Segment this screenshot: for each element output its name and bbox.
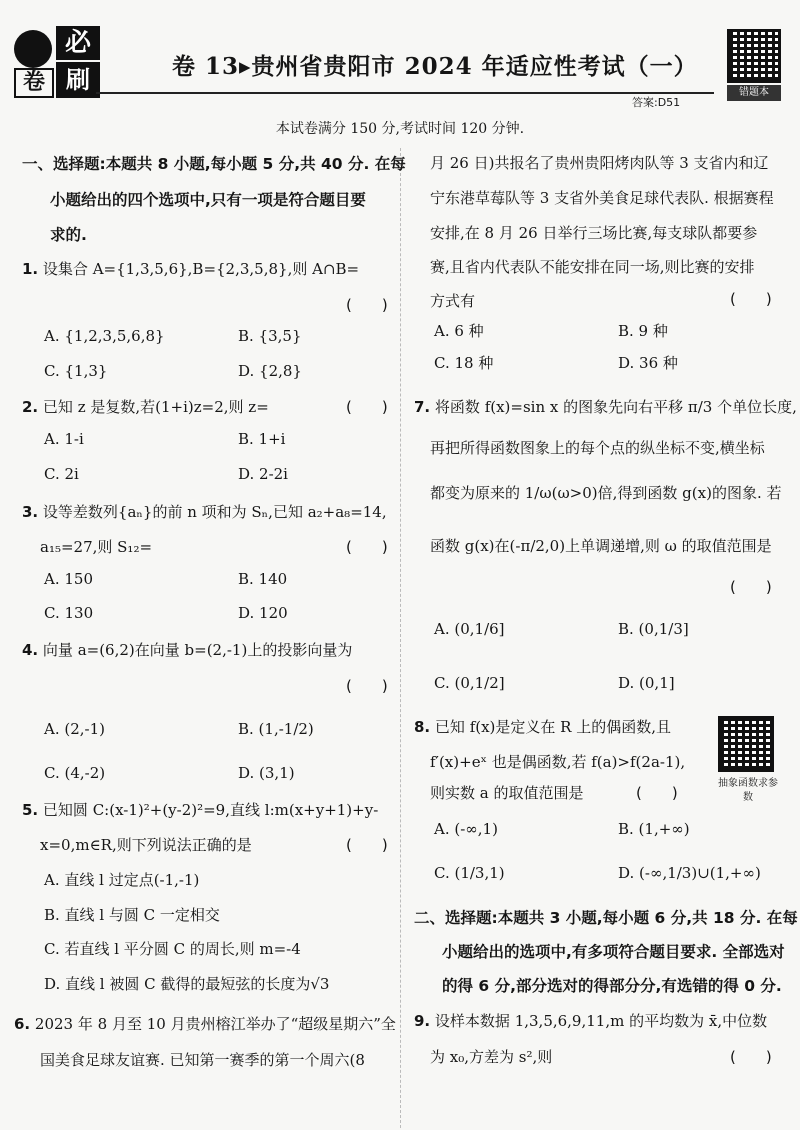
answer-blank[interactable]: ( ) (730, 578, 772, 596)
question-stem: 设等差数列{aₙ}的前 n 项和为 Sₙ,已知 a₂+a₈=14, (42, 503, 387, 521)
section2-line: 小题给出的选项中,有多项符合题目要求. 全部选对 (442, 943, 785, 961)
option-a[interactable]: A. (2,-1) (44, 720, 105, 738)
question-stem-cont: 则实数 a 的取值范围是 (430, 784, 584, 802)
question-2 (22, 396, 269, 417)
question-9 (414, 1010, 767, 1031)
question-number: 6. (14, 1015, 31, 1033)
question-number: 2. (22, 398, 39, 416)
question-stem-cont: 都变为原来的 1/ω(ω>0)倍,得到函数 g(x)的图象. 若 (430, 484, 782, 502)
option-a[interactable]: A. 直线 l 过定点(-1,-1) (44, 871, 200, 889)
question-number: 9. (414, 1012, 431, 1030)
question-stem-cont: 函数 g(x)在(-π/2,0)上单调递增,则 ω 的取值范围是 (430, 537, 772, 555)
question-7 (414, 396, 797, 417)
option-d[interactable]: D. (-∞,1/3)∪(1,+∞) (618, 864, 761, 882)
option-b[interactable]: B. 1+i (238, 430, 286, 448)
option-c[interactable]: C. (1/3,1) (434, 864, 505, 882)
question-stem: 向量 a=(6,2)在向量 b=(2,-1)上的投影向量为 (42, 641, 353, 659)
question-stem: 已知圆 C:(x-1)²+(y-2)²=9,直线 l:m(x+y+1)+y- (42, 801, 379, 819)
option-d[interactable]: D. 2-2i (238, 465, 288, 483)
question-stem: 设样本数据 1,3,5,6,9,11,m 的平均数为 x̄,中位数 (434, 1012, 768, 1030)
option-c[interactable]: C. 2i (44, 465, 79, 483)
question-stem-cont: 国美食足球友谊赛. 已知第一赛季的第一个周六(8 (40, 1051, 365, 1069)
exam-intro: 本试卷满分 150 分,考试时间 120 分钟. (275, 121, 525, 137)
option-a[interactable]: A. 1-i (44, 430, 84, 448)
option-d[interactable]: D. 直线 l 被圆 C 截得的最短弦的长度为√3 (44, 975, 330, 993)
section1-line: 求的. (50, 226, 87, 244)
question-stem-cont: 月 26 日)共报名了贵州贵阳烤肉队等 3 支省内和辽 (430, 154, 769, 172)
answer-blank[interactable]: ( ) (346, 836, 388, 854)
answer-reference: 答案:D51 (632, 96, 681, 109)
question-8 (414, 716, 671, 737)
question-stem-cont: x=0,m∈R,则下列说法正确的是 (40, 836, 252, 854)
logo-char-3: 刷 (56, 62, 100, 98)
question-number: 7. (414, 398, 431, 416)
question-stem: 已知 z 是复数,若(1+i)z=2,则 z= (42, 398, 269, 416)
option-a[interactable]: A. {1,2,3,5,6,8} (44, 327, 165, 345)
question-stem-cont: 再把所得函数图象上的每个点的纵坐标不变,横坐标 (430, 439, 765, 457)
option-c[interactable]: C. (4,-2) (44, 764, 106, 782)
option-b[interactable]: B. 直线 l 与圆 C 一定相交 (44, 906, 220, 924)
question-stem-cont: 方式有 (430, 292, 476, 310)
option-c[interactable]: C. {1,3} (44, 362, 108, 380)
question-stem: 设集合 A={1,3,5,6},B={2,3,5,8},则 A∩B= (42, 260, 360, 278)
question-number: 3. (22, 503, 39, 521)
option-a[interactable]: A. (-∞,1) (434, 820, 498, 838)
question-5 (22, 799, 378, 820)
question-number: 5. (22, 801, 39, 819)
answer-blank[interactable]: ( ) (346, 677, 388, 695)
question-stem-cont: 宁东港草莓队等 3 支省外美食足球代表队. 根据赛程 (430, 189, 774, 207)
question-stem: 2023 年 8 月至 10 月贵州榕江举办了“超级星期六”全 (34, 1015, 396, 1033)
question-3 (22, 501, 387, 522)
option-c[interactable]: C. 130 (44, 604, 94, 622)
right-column (400, 0, 800, 1130)
qr-caption: 抽象函数求参数 (718, 778, 778, 803)
answer-blank[interactable]: ( ) (346, 538, 388, 556)
option-b[interactable]: B. (1,+∞) (618, 820, 690, 838)
logo-char-1: 必 (56, 26, 100, 60)
wrong-book-label: 错题本 (727, 85, 781, 101)
option-a[interactable]: A. (0,1/6] (434, 620, 505, 638)
question-stem-cont: 安排,在 8 月 26 日举行三场比赛,每支球队都要参 (430, 224, 758, 242)
option-a[interactable]: A. 150 (44, 570, 93, 588)
question-number: 4. (22, 641, 39, 659)
answer-blank[interactable]: ( ) (730, 290, 772, 308)
question-stem-cont: 为 x₀,方差为 s²,则 (430, 1048, 553, 1066)
answer-blank[interactable]: ( ) (346, 398, 388, 416)
option-b[interactable]: B. {3,5} (238, 327, 302, 345)
option-d[interactable]: D. 120 (238, 604, 288, 622)
question-stem-cont: 赛,且省内代表队不能安排在同一场,则比赛的安排 (430, 258, 755, 276)
qr-code-icon[interactable] (718, 716, 774, 772)
answer-blank[interactable]: ( ) (636, 784, 678, 802)
section1-line: 小题给出的四个选项中,只有一项是符合题目要 (50, 191, 366, 209)
question-1 (22, 258, 359, 279)
option-c[interactable]: C. 若直线 l 平分圆 C 的周长,则 m=-4 (44, 940, 301, 958)
option-b[interactable]: B. (1,-1/2) (238, 720, 314, 738)
question-stem-cont: f′(x)+eˣ 也是偶函数,若 f(a)>f(2a-1), (430, 753, 686, 771)
section2-line: 二、选择题:本题共 3 小题,每小题 6 分,共 18 分. 在每 (414, 909, 798, 927)
option-d[interactable]: D. 36 种 (618, 354, 678, 372)
option-a[interactable]: A. 6 种 (434, 322, 484, 340)
option-b[interactable]: B. 9 种 (618, 322, 668, 340)
answer-blank[interactable]: ( ) (730, 1048, 772, 1066)
option-d[interactable]: D. (3,1) (238, 764, 295, 782)
option-d[interactable]: D. (0,1] (618, 674, 675, 692)
option-c[interactable]: C. (0,1/2] (434, 674, 505, 692)
section1-line: 一、选择题:本题共 8 小题,每小题 5 分,共 40 分. 在每 (22, 155, 406, 173)
question-stem: 已知 f(x)是定义在 R 上的偶函数,且 (434, 718, 672, 736)
exam-title: 卷 13▸贵州省贵阳市 2024 年适应性考试（一） (172, 53, 698, 80)
question-stem: 将函数 f(x)=sin x 的图象先向右平移 π/3 个单位长度, (434, 398, 797, 416)
question-4 (22, 639, 352, 660)
option-b[interactable]: B. 140 (238, 570, 288, 588)
answer-blank[interactable]: ( ) (346, 296, 388, 314)
question-number: 8. (414, 718, 431, 736)
option-c[interactable]: C. 18 种 (434, 354, 494, 372)
section2-line: 的得 6 分,部分选对的得部分分,有选错的得 0 分. (442, 977, 782, 995)
question-6 (14, 1013, 396, 1034)
question-number: 1. (22, 260, 39, 278)
question-stem-cont: a₁₅=27,则 S₁₂= (40, 538, 153, 556)
option-b[interactable]: B. (0,1/3] (618, 620, 689, 638)
option-d[interactable]: D. {2,8} (238, 362, 302, 380)
logo-char-2: 卷 (14, 68, 54, 98)
